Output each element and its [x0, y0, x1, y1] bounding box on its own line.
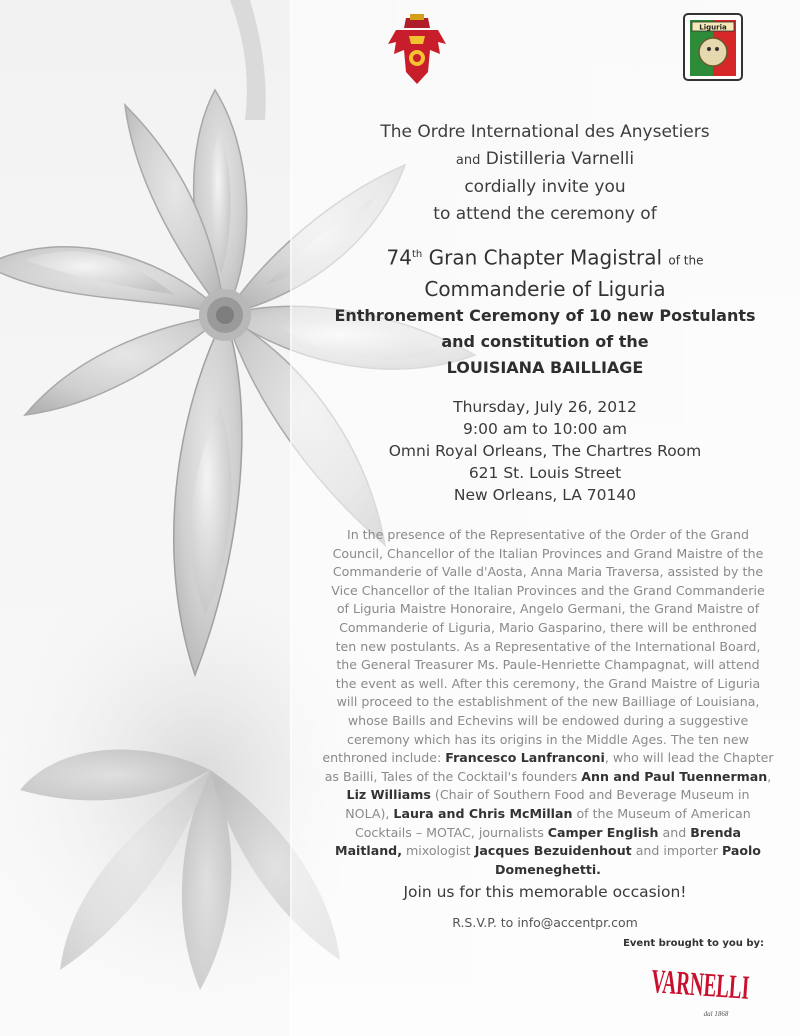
chapter-title: 74th Gran Chapter Magistral of the: [386, 245, 704, 270]
varnelli-since-text: dal 1868: [703, 1010, 729, 1018]
bailliage-title: LOUISIANA BAILLIAGE: [446, 357, 644, 377]
invitation-intro: [290, 119, 800, 228]
rsvp-email-link[interactable]: info@accentpr.com: [517, 915, 638, 930]
event-time: 9:00 am to 10:00 am: [463, 420, 627, 438]
organizer-line: The Ordre International des Anysetiers: [380, 122, 710, 142]
ceremony-description: In the presence of the Representative of the Order of the Grand Council, Chancellor of the Italian Provinces and Grand Maistre of the Commanderie of Valle d'Aosta, Anna Maria Traversa, assisted by the Vice Chancellor of the Italian Provinces and the Grand Commanderie of Liguria Maistre Honoraire, Angelo Germani, the Grand Maistre of Commanderie of Liguria, Mario Gasparino, there will be enthroned ten new postulants. As a Representative of the International Board, the General Treasurer Ms. Paule-Henriette Champagnat, will attend the event as well. After this ceremony, the Grand Maistre of Liguria will proceed to the establishment of the new Bailliage of Louisiana, whose Baills and Echevins will be endowed during a suggestive ceremony which has its origins in the Middle Ages. The ten new enthroned include: Francesco Lanfranconi, who will lead the Chapter as Bailli, Tales of the Cocktail's founders Ann and Paul Tuennerman, Liz Williams (Chair of Southern Food and Beverage Museum in NOLA), Laura and Chris McMillan of the Museum of American Cocktails – MOTAC, journalists Camper English and Brenda Maitland, mixologist Jacques Bezuidenhout and importer Paolo Domeneghetti.: [322, 527, 774, 877]
liguria-banner-text: Liguria: [699, 23, 727, 32]
anysetiers-crest-icon: [384, 14, 450, 86]
constitution-title: and constitution of the: [441, 331, 649, 351]
varnelli-logo: [648, 958, 792, 1020]
event-street: 621 St. Louis Street: [468, 464, 622, 482]
event-venue: Omni Royal Orleans, The Chartres Room: [388, 442, 702, 460]
enthronement-title: Enthronement Ceremony of 10 new Postulants: [334, 305, 756, 325]
liguria-shield-icon: [680, 12, 746, 84]
sponsor-caption: Event brought to you by:: [623, 938, 764, 949]
event-details: [290, 396, 800, 506]
join-us-line: Join us for this memorable occasion!: [403, 883, 687, 901]
invite-line: cordially invite you: [464, 177, 626, 197]
attend-line: to attend the ceremony of: [433, 204, 657, 224]
rsvp-label: R.S.V.P. to: [452, 915, 514, 930]
event-title: [290, 241, 800, 381]
co-organizer-line: and Distilleria Varnelli: [455, 149, 635, 169]
event-date: Thursday, July 26, 2012: [453, 398, 637, 416]
rsvp-line: [290, 915, 800, 930]
commanderie-title: Commanderie of Liguria: [424, 276, 666, 301]
varnelli-brand-text: VARNELLI: [650, 962, 792, 1010]
event-city: New Orleans, LA 70140: [453, 486, 637, 504]
